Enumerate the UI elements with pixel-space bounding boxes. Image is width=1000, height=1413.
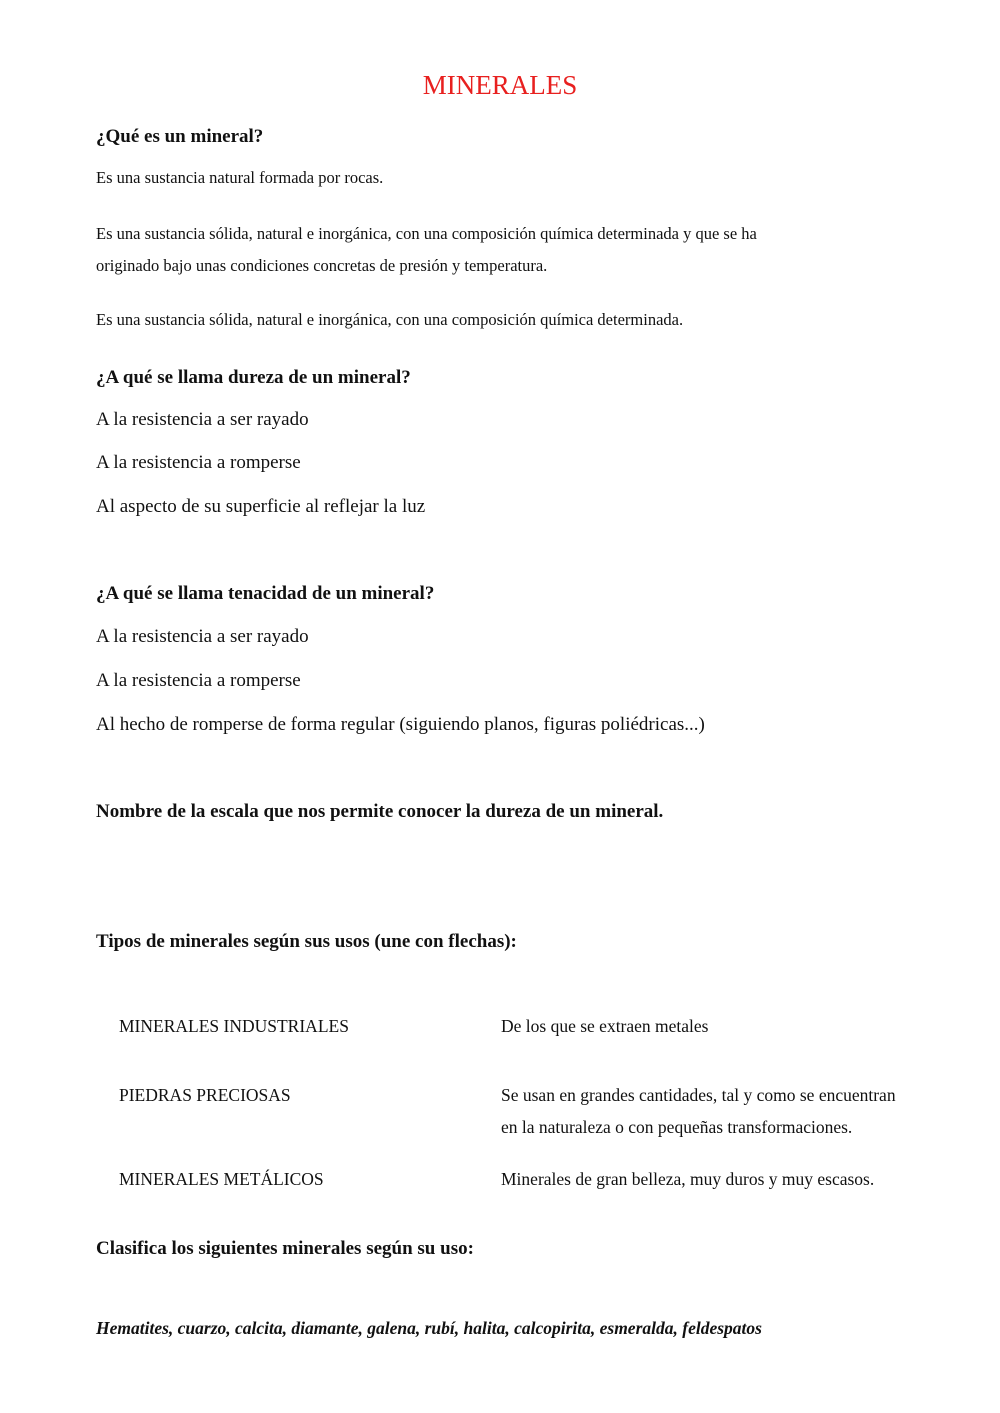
- question-mineral-types: Tipos de minerales según sus usos (une con flechas):: [96, 931, 517, 952]
- answer-option-3b[interactable]: A la resistencia a romperse: [96, 670, 301, 691]
- match-right-large-quantities-line1[interactable]: Se usan en grandes cantidades, tal y como se encuentran: [501, 1085, 896, 1105]
- question-hardness: ¿A qué se llama dureza de un mineral?: [96, 367, 411, 388]
- page-title: MINERALES: [422, 70, 578, 100]
- question-classify: Clasifica los siguientes minerales según su uso:: [96, 1238, 474, 1259]
- answer-option-2b[interactable]: A la resistencia a romperse: [96, 452, 301, 473]
- answer-option-2c[interactable]: Al aspecto de su superficie al reflejar la luz: [96, 496, 426, 517]
- answer-option-1b-line1[interactable]: Es una sustancia sólida, natural e inorgánica, con una composición química determinada y que se ha: [96, 224, 757, 243]
- match-left-metallic[interactable]: MINERALES METÁLICOS: [119, 1169, 324, 1189]
- minerals-list: Hematites, cuarzo, calcita, diamante, galena, rubí, halita, calcopirita, esmeralda, feldespatos: [96, 1318, 762, 1338]
- match-right-metals[interactable]: De los que se extraen metales: [501, 1016, 709, 1036]
- match-left-precious[interactable]: PIEDRAS PRECIOSAS: [119, 1085, 291, 1105]
- answer-option-1b-line2[interactable]: originado bajo unas condiciones concretas de presión y temperatura.: [96, 256, 548, 275]
- answer-option-2a[interactable]: A la resistencia a ser rayado: [96, 409, 309, 430]
- match-right-large-quantities-line2[interactable]: en la naturaleza o con pequeñas transformaciones.: [501, 1117, 853, 1137]
- question-hardness-scale: Nombre de la escala que nos permite conocer la dureza de un mineral.: [96, 801, 664, 822]
- answer-option-3c[interactable]: Al hecho de romperse de forma regular (siguiendo planos, figuras poliédricas...): [96, 714, 705, 735]
- question-what-is-mineral: ¿Qué es un mineral?: [96, 126, 264, 147]
- match-left-industrial[interactable]: MINERALES INDUSTRIALES: [119, 1016, 349, 1036]
- answer-option-1c[interactable]: Es una sustancia sólida, natural e inorgánica, con una composición química determinada.: [96, 310, 684, 329]
- answer-option-1a[interactable]: Es una sustancia natural formada por rocas.: [96, 168, 384, 187]
- answer-option-3a[interactable]: A la resistencia a ser rayado: [96, 626, 309, 647]
- match-right-beauty[interactable]: Minerales de gran belleza, muy duros y muy escasos.: [501, 1169, 875, 1189]
- question-tenacity: ¿A qué se llama tenacidad de un mineral?: [96, 583, 435, 604]
